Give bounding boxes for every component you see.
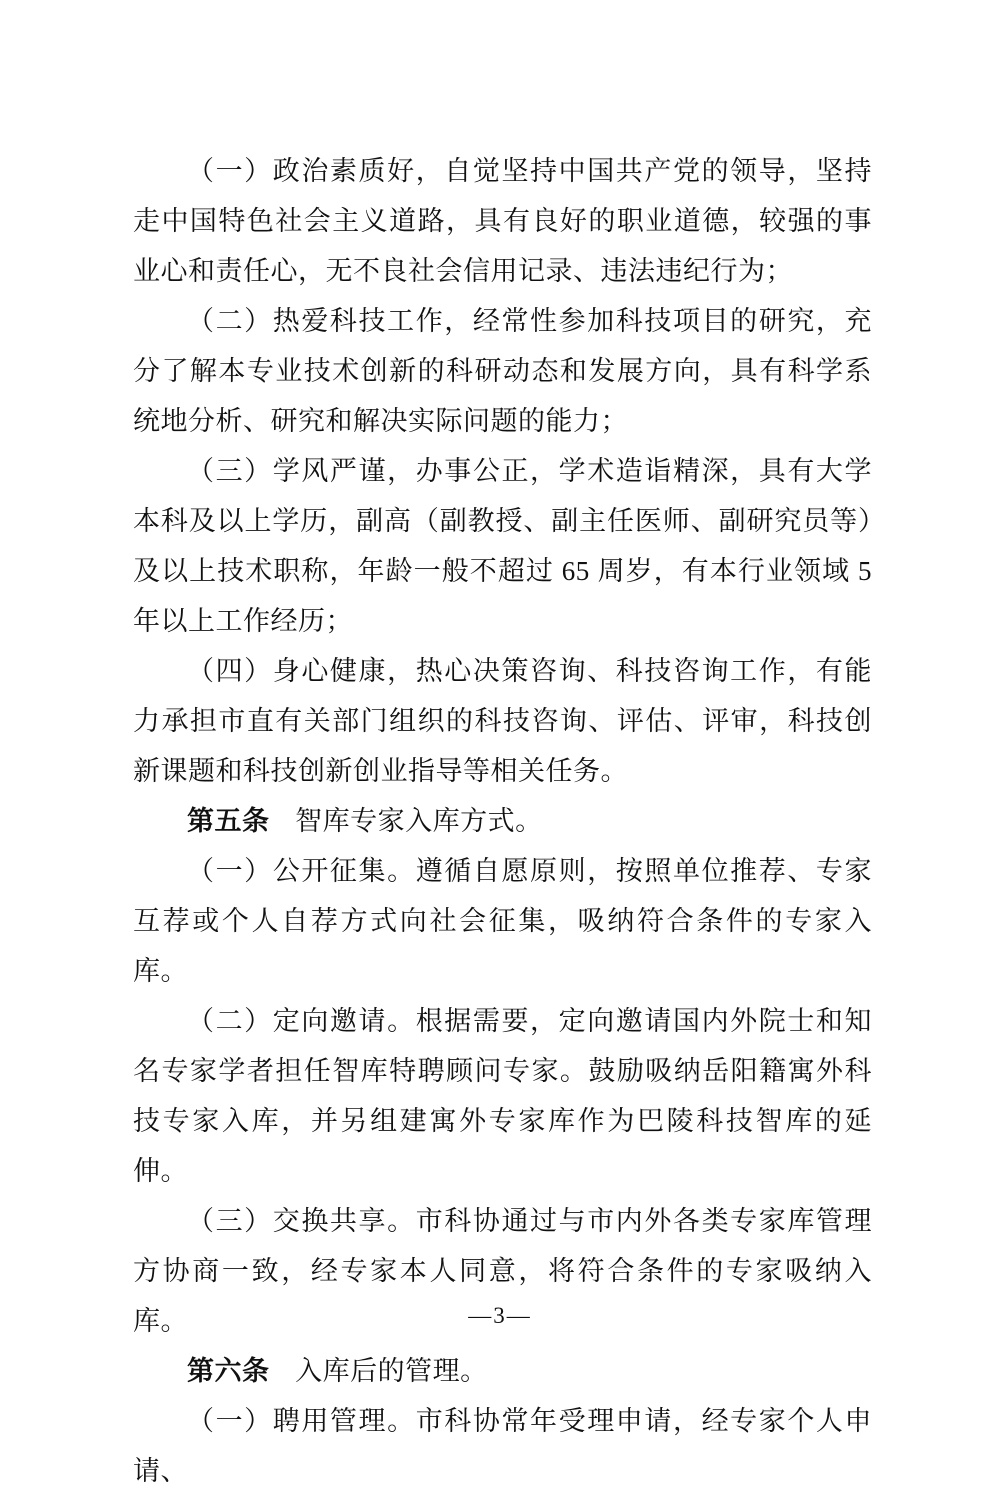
paragraph (133, 1396, 872, 1496)
paragraph-text: （一）聘用管理。市科协常年受理申请，经专家个人申请、 (133, 1406, 872, 1486)
article-heading-paragraph (133, 796, 872, 846)
paragraph (133, 296, 872, 446)
paragraph-text: （四）身心健康，热心决策咨询、科技咨询工作，有能力承担市直有关部门组织的科技咨询、评估、评审，科技创新课题和科技创新创业指导等相关任务。 (133, 656, 872, 786)
paragraph-text: （二）定向邀请。根据需要，定向邀请国内外院士和知名专家学者担任智库特聘顾问专家。鼓励吸纳岳阳籍寓外科技专家入库，并另组建寓外专家库作为巴陵科技智库的延伸。 (133, 1006, 872, 1186)
paragraph-text: 智库专家入库方式。 (295, 806, 543, 836)
page-number: —3— (468, 1303, 532, 1328)
paragraph-text: （三）交换共享。市科协通过与市内外各类专家库管理方协商一致，经专家本人同意，将符合条件的专家吸纳入库。 (133, 1206, 872, 1336)
paragraph (133, 446, 872, 646)
paragraph (133, 646, 872, 796)
paragraph-text: （一）公开征集。遵循自愿原则，按照单位推荐、专家互荐或个人自荐方式向社会征集，吸纳符合条件的专家入库。 (133, 856, 872, 986)
article-number: 第六条 (187, 1356, 270, 1386)
paragraph-text: 入库后的管理。 (295, 1356, 488, 1386)
paragraph-text: （二）热爱科技工作，经常性参加科技项目的研究，充分了解本专业技术创新的科研动态和发展方向，具有科学系统地分析、研究和解决实际问题的能力； (133, 306, 872, 436)
document-body (133, 146, 872, 1496)
paragraph-text: （一）政治素质好，自觉坚持中国共产党的领导，坚持走中国特色社会主义道路，具有良好的职业道德，较强的事业心和责任心，无不良社会信用记录、违法违纪行为； (133, 156, 872, 286)
paragraph-text: （三）学风严谨，办事公正，学术造诣精深，具有大学本科及以上学历，副高（副教授、副主任医师、副研究员等）及以上技术职称，年龄一般不超过 65 周岁，有本行业领域 5 年以上工作经历； (133, 456, 872, 636)
article-heading-paragraph (133, 1346, 872, 1396)
article-number: 第五条 (187, 806, 270, 836)
paragraph (133, 846, 872, 996)
paragraph (133, 996, 872, 1196)
paragraph (133, 146, 872, 296)
